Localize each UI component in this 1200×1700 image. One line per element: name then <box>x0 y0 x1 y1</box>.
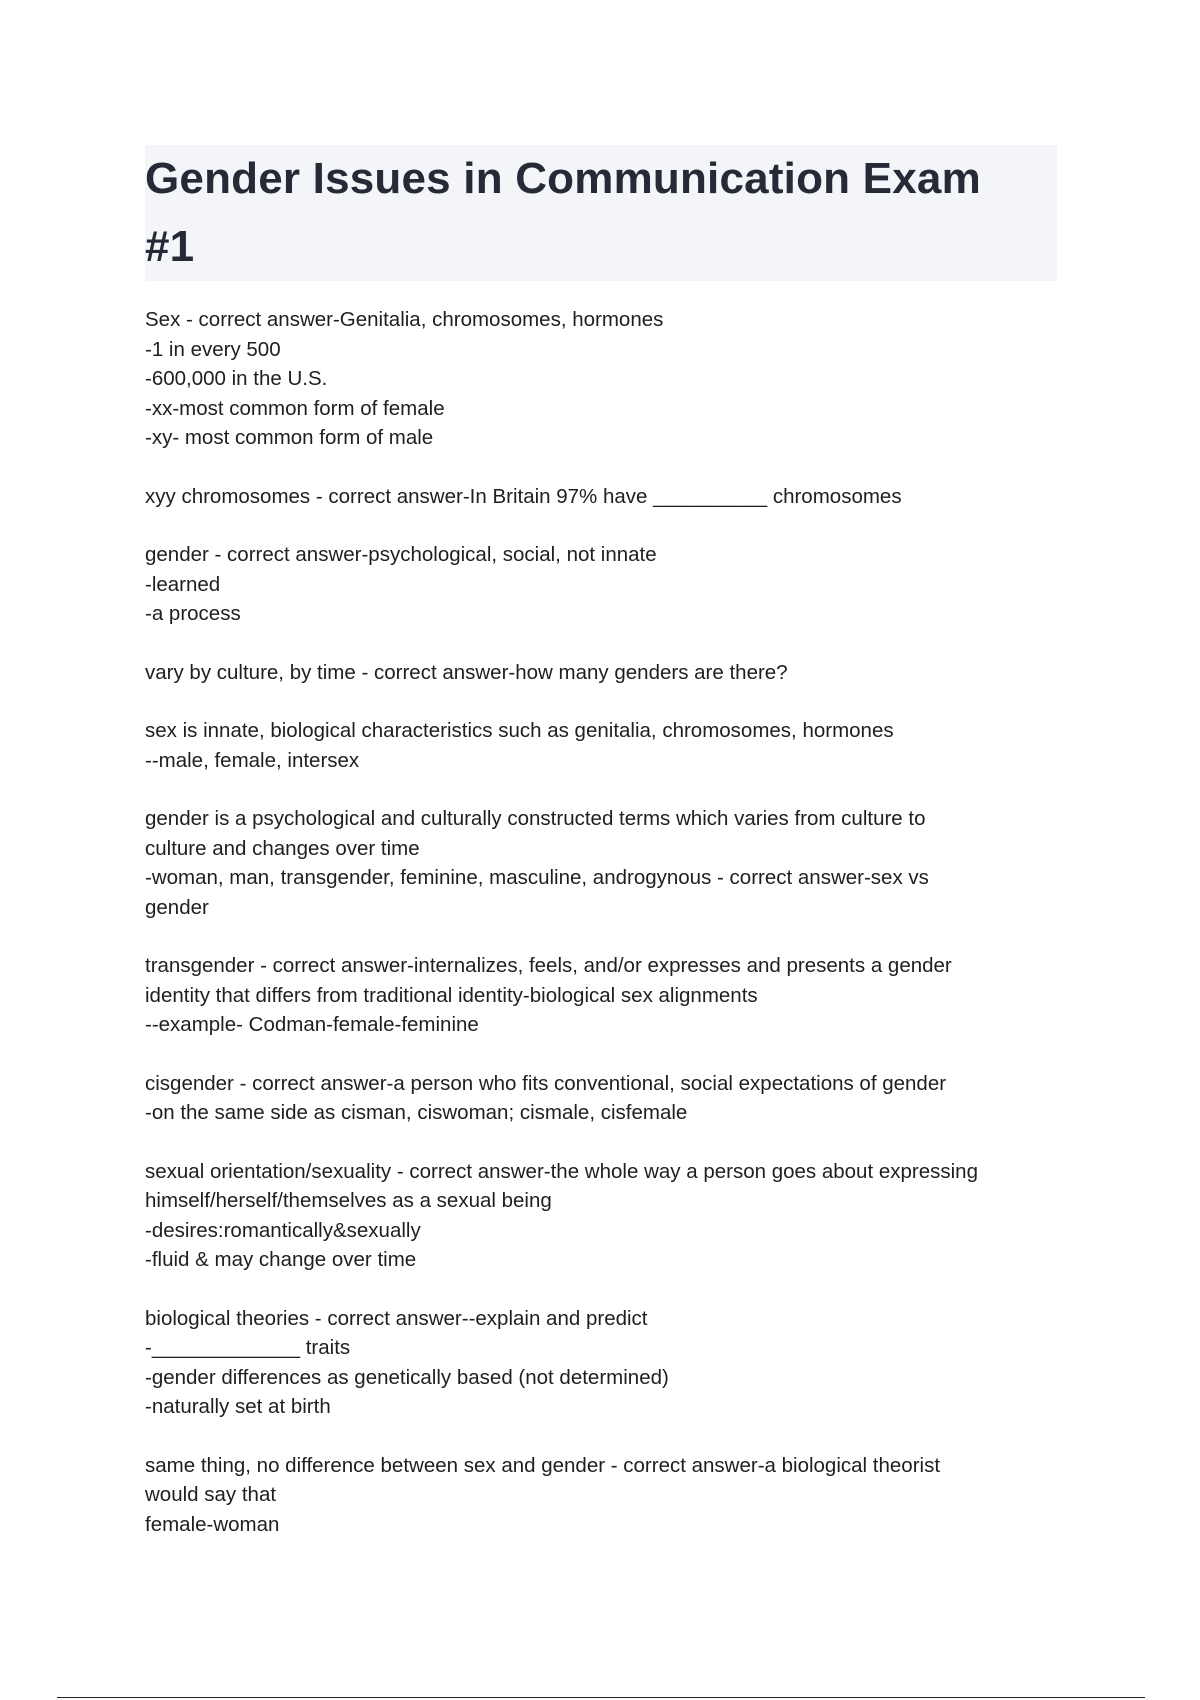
flashcard-text-line: xyy chromosomes - correct answer-In Britain 97% have __________ chromosomes <box>145 484 902 508</box>
flashcard-entry <box>145 305 1070 453</box>
flashcard-text-line: -600,000 in the U.S. <box>145 367 328 390</box>
page-divider <box>57 1697 1145 1698</box>
flashcard-text-line: --male, female, intersex <box>145 748 360 772</box>
title-banner <box>145 145 1057 281</box>
flashcard-text-line: -gender differences as genetically based (not determined) <box>145 1365 669 1389</box>
page-title <box>145 145 1057 281</box>
flashcard-text-line: -naturally set at birth <box>145 1395 331 1418</box>
flashcard-text-line: -fluid & may change over time <box>145 1248 417 1271</box>
flashcard-text-line: vary by culture, by time - correct answer-how many genders are there? <box>145 660 788 684</box>
flashcard-text-line: cisgender - correct answer-a person who fits conventional, social expectations of gender <box>145 1071 947 1095</box>
title-line-1: Gender Issues in Communication Exam <box>145 154 981 203</box>
flashcard-text-line: himself/herself/themselves as a sexual being <box>145 1189 552 1212</box>
flashcard-text-line: -1 in every 500 <box>145 337 281 361</box>
flashcard-entry <box>145 951 1070 1040</box>
title-line-2: #1 <box>145 222 195 271</box>
flashcard-text-line: --example- Codman-female-feminine <box>145 1013 479 1036</box>
flashcard-text-line: -xx-most common form of female <box>145 396 445 420</box>
flashcard-text-line: gender - correct answer-psychological, social, not innate <box>145 543 657 566</box>
flashcard-text-line: -woman, man, transgender, feminine, masculine, androgynous - correct answer-sex vs <box>145 866 929 889</box>
flashcard-text-line: identity that differs from traditional identity-biological sex alignments <box>145 983 758 1007</box>
flashcard-entry <box>145 716 1070 775</box>
flashcard-text-line: sexual orientation/sexuality - correct answer-the whole way a person goes about expressing <box>145 1159 978 1183</box>
flashcard-list <box>145 305 1070 1568</box>
flashcard-text-line: culture and changes over time <box>145 836 420 860</box>
flashcard-text-line: gender <box>145 895 209 919</box>
flashcard-text-line: transgender - correct answer-internalizes, feels, and/or expresses and presents a gender <box>145 954 952 977</box>
flashcard-text-line: Sex - correct answer-Genitalia, chromosomes, hormones <box>145 308 664 331</box>
flashcard-text-line: gender is a psychological and culturally constructed terms which varies from culture to <box>145 807 926 830</box>
flashcard-text-line: -_____________ traits <box>145 1336 351 1359</box>
flashcard-text-line: would say that <box>145 1483 277 1506</box>
flashcard-text-line: -desires:romantically&sexually <box>145 1218 421 1242</box>
flashcard-entry <box>145 1304 1070 1422</box>
flashcard-entry <box>145 540 1070 629</box>
flashcard-text-line: -learned <box>145 572 221 596</box>
flashcard-text-line: same thing, no difference between sex and gender - correct answer-a biological theorist <box>145 1453 941 1477</box>
flashcard-entry <box>145 1451 1070 1540</box>
flashcard-text-line: -a process <box>145 602 241 625</box>
flashcard-text-line: biological theories - correct answer--explain and predict <box>145 1306 648 1330</box>
flashcard-entry <box>145 482 1070 512</box>
flashcard-text-line: sex is innate, biological characteristics such as genitalia, chromosomes, hormones <box>145 719 894 742</box>
flashcard-entry <box>145 658 1070 688</box>
flashcard-text-line: -on the same side as cisman, ciswoman; cismale, cisfemale <box>145 1101 688 1124</box>
flashcard-entry <box>145 1069 1070 1128</box>
flashcard-entry <box>145 1157 1070 1275</box>
flashcard-entry <box>145 804 1070 922</box>
flashcard-text-line: -xy- most common form of male <box>145 426 434 449</box>
flashcard-text-line: female-woman <box>145 1512 280 1536</box>
